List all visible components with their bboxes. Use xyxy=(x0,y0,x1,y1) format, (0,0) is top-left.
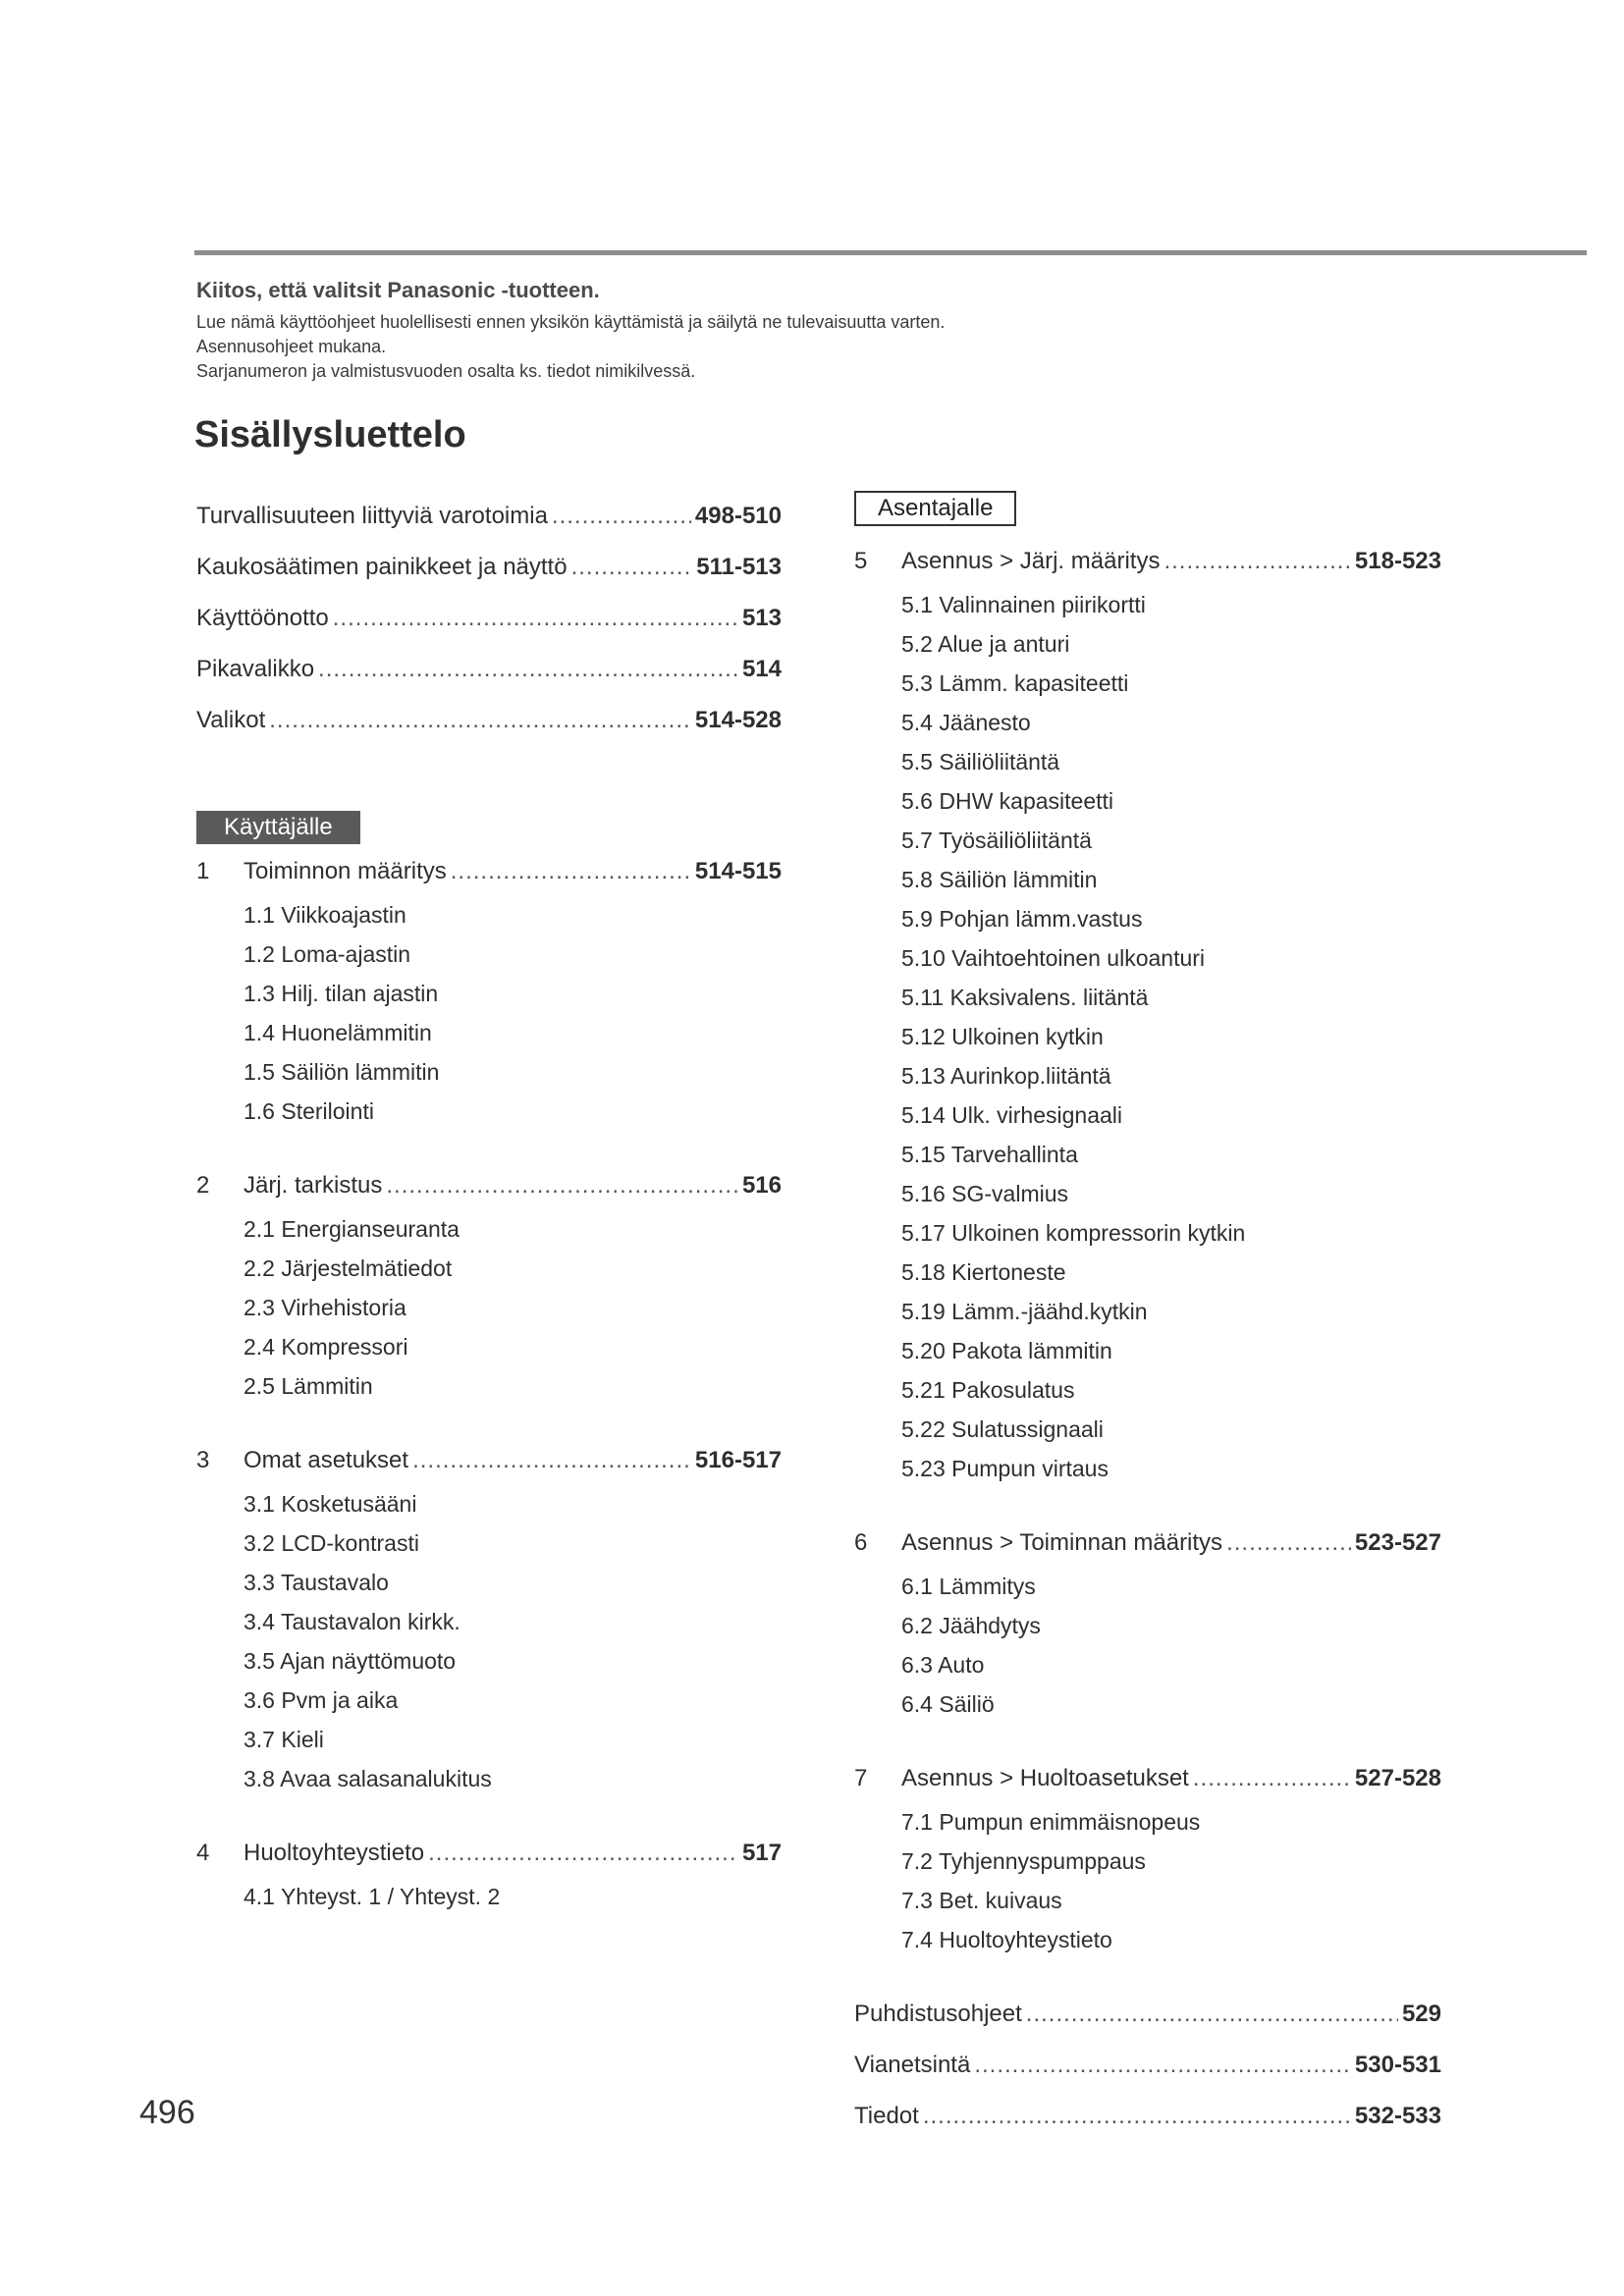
intro-line: Lue nämä käyttöohjeet huolellisesti ennen yksikön käyttämistä ja säilytä ne tulevaisuutta varten. xyxy=(196,312,946,332)
toc-sub-item[interactable]: 1.1 Viikkoajastin xyxy=(244,902,406,928)
toc-group-label: Asennus > Toiminnan määritys xyxy=(901,1529,1223,1556)
toc-group-heading[interactable] xyxy=(196,858,782,895)
toc-sub-item[interactable]: 5.2 Alue ja anturi xyxy=(901,631,1070,657)
toc-group-heading[interactable] xyxy=(196,1172,782,1209)
toc-group-label: Asennus > Huoltoasetukset xyxy=(901,1765,1189,1791)
toc-sub-item[interactable]: 1.4 Huonelämmitin xyxy=(244,1020,432,1045)
toc-sub-item[interactable]: 7.1 Pumpun enimmäisnopeus xyxy=(901,1809,1201,1835)
page-number: 496 xyxy=(139,2094,195,2131)
dot-leader xyxy=(1226,1529,1351,1557)
toc-group-page: 514-515 xyxy=(694,858,782,884)
installer-groups xyxy=(854,548,1441,1959)
toc-group-page: 527-528 xyxy=(1354,1765,1441,1791)
toc-group-number: 2 xyxy=(196,1172,210,1199)
toc-group-label: Järj. tarkistus xyxy=(244,1172,383,1199)
dot-leader xyxy=(412,1447,691,1474)
toc-sub-list xyxy=(196,1877,782,1916)
toc-sub-item[interactable]: 3.3 Taustavalo xyxy=(244,1570,389,1595)
toc-entry[interactable] xyxy=(196,656,782,707)
toc-group-number: 6 xyxy=(854,1529,868,1556)
dot-leader xyxy=(386,1172,738,1200)
toc-group xyxy=(854,1529,1441,1724)
toc-group xyxy=(854,548,1441,1488)
toc-entry-label: Puhdistusohjeet xyxy=(854,2001,1022,2027)
toc-entry-page: 514-528 xyxy=(694,707,782,733)
toc-sub-item[interactable]: 5.8 Säiliön lämmitin xyxy=(901,867,1098,892)
toc-entry-label: Pikavalikko xyxy=(196,656,315,682)
toc-sub-item[interactable]: 6.4 Säiliö xyxy=(901,1691,995,1717)
toc-right-column xyxy=(854,491,1441,2154)
toc-sub-item[interactable]: 1.3 Hilj. tilan ajastin xyxy=(244,981,439,1006)
dot-leader xyxy=(923,2103,1351,2130)
toc-sub-item[interactable]: 2.2 Järjestelmätiedot xyxy=(244,1255,453,1281)
toc-group-number: 7 xyxy=(854,1765,868,1791)
toc-sub-item[interactable]: 5.15 Tarvehallinta xyxy=(901,1142,1078,1167)
toc-entry[interactable] xyxy=(196,554,782,605)
toc-entry-page: 514 xyxy=(741,656,782,682)
toc-group-heading[interactable] xyxy=(854,1529,1441,1567)
toc-sub-item[interactable]: 3.8 Avaa salasanalukitus xyxy=(244,1766,492,1791)
toc-group-heading[interactable] xyxy=(854,1765,1441,1802)
toc-sub-item[interactable]: 5.9 Pohjan lämm.vastus xyxy=(901,906,1143,932)
toc-group-heading[interactable] xyxy=(196,1447,782,1484)
toc-sub-item[interactable]: 7.4 Huoltoyhteystieto xyxy=(901,1927,1112,1952)
intro-title: Kiitos, että valitsit Panasonic -tuotteen. xyxy=(196,278,600,302)
toc-sub-item[interactable]: 1.6 Sterilointi xyxy=(244,1098,374,1124)
toc-sub-list xyxy=(196,895,782,1131)
dot-leader xyxy=(974,2052,1351,2079)
dot-leader xyxy=(451,858,691,885)
toc-group-heading[interactable] xyxy=(854,548,1441,585)
intro-line: Sarjanumeron ja valmistusvuoden osalta ks. tiedot nimikilvessä. xyxy=(196,361,696,381)
toc-sub-item[interactable]: 5.16 SG-valmius xyxy=(901,1181,1069,1206)
toc-entry[interactable] xyxy=(854,2052,1441,2103)
toc-sub-item[interactable]: 3.2 LCD-kontrasti xyxy=(244,1530,419,1556)
toc-group-label: Omat asetukset xyxy=(244,1447,409,1473)
dot-leader xyxy=(1026,2001,1398,2028)
toc-sub-list xyxy=(196,1209,782,1406)
intro-block xyxy=(196,278,1375,384)
toc-sub-list xyxy=(854,1802,1441,1959)
toc-entry-label: Turvallisuuteen liittyviä varotoimia xyxy=(196,503,548,529)
toc-group-page: 523-527 xyxy=(1354,1529,1441,1556)
toc-group-page: 516 xyxy=(741,1172,782,1199)
toc-group-number: 1 xyxy=(196,858,210,884)
toc-sub-item[interactable]: 2.4 Kompressori xyxy=(244,1334,408,1360)
toc-sub-item[interactable]: 2.5 Lämmitin xyxy=(244,1373,373,1399)
header-rule xyxy=(194,250,1587,255)
toc-entry[interactable] xyxy=(196,503,782,554)
toc-entry-label: Valikot xyxy=(196,707,266,733)
toc-left-column xyxy=(196,503,782,1957)
dot-leader xyxy=(1193,1765,1351,1792)
dot-leader xyxy=(1164,548,1350,575)
toc-sub-item[interactable]: 6.1 Lämmitys xyxy=(901,1574,1036,1599)
intro-line: Asennusohjeet mukana. xyxy=(196,337,387,356)
toc-sub-item[interactable]: 5.11 Kaksivalens. liitäntä xyxy=(901,985,1149,1010)
toc-entry-page: 530-531 xyxy=(1354,2052,1441,2078)
toc-sub-item[interactable]: 5.4 Jäänesto xyxy=(901,710,1031,735)
toc-sub-item[interactable]: 4.1 Yhteyst. 1 / Yhteyst. 2 xyxy=(244,1884,501,1909)
toc-entry-page: 513 xyxy=(741,605,782,631)
toc-group-number: 3 xyxy=(196,1447,210,1473)
toc-sub-item[interactable]: 5.20 Pakota lämmitin xyxy=(901,1338,1112,1363)
toc-sub-item[interactable]: 2.1 Energianseuranta xyxy=(244,1216,460,1242)
toc-entry-page: 532-533 xyxy=(1354,2103,1441,2129)
toc-entry-page: 511-513 xyxy=(696,554,782,580)
toc-sub-item[interactable]: 3.7 Kieli xyxy=(244,1727,324,1752)
toc-heading: Sisällysluettelo xyxy=(194,414,466,455)
dot-leader xyxy=(552,503,691,530)
toc-group-heading[interactable] xyxy=(196,1840,782,1877)
section-label-user: Käyttäjälle xyxy=(196,811,360,844)
toc-sub-item[interactable]: 3.1 Kosketusääni xyxy=(244,1491,417,1517)
toc-group-page: 517 xyxy=(741,1840,782,1866)
toc-group-label: Huoltoyhteystieto xyxy=(244,1840,425,1866)
toc-group xyxy=(196,1447,782,1798)
toc-sub-item[interactable]: 3.6 Pvm ja aika xyxy=(244,1687,399,1713)
toc-sub-item[interactable]: 5.5 Säiliöliitäntä xyxy=(901,749,1060,774)
toc-entry[interactable] xyxy=(196,605,782,656)
dot-leader xyxy=(269,707,691,734)
toc-group xyxy=(196,1172,782,1406)
toc-group-page: 518-523 xyxy=(1354,548,1441,574)
toc-sub-item[interactable]: 1.2 Loma-ajastin xyxy=(244,941,411,967)
toc-sub-item[interactable]: 1.5 Säiliön lämmitin xyxy=(244,1059,440,1085)
toc-group-page: 516-517 xyxy=(694,1447,782,1473)
toc-sub-item[interactable]: 6.2 Jäähdytys xyxy=(901,1613,1041,1638)
toc-sub-item[interactable]: 5.19 Lämm.-jäähd.kytkin xyxy=(901,1299,1148,1324)
user-groups xyxy=(196,858,782,1916)
section-label-installer: Asentajalle xyxy=(854,491,1016,526)
toc-sub-item[interactable]: 5.7 Työsäiliöliitäntä xyxy=(901,828,1092,853)
toc-sub-item[interactable]: 6.3 Auto xyxy=(901,1652,985,1678)
toc-entry-label: Käyttöönotto xyxy=(196,605,329,631)
toc-entry-page: 529 xyxy=(1401,2001,1441,2027)
toc-group xyxy=(196,858,782,1131)
toc-sub-item[interactable]: 5.22 Sulatussignaali xyxy=(901,1416,1104,1442)
toc-sub-list xyxy=(854,585,1441,1488)
toc-sub-item[interactable]: 7.2 Tyhjennyspumppaus xyxy=(901,1848,1146,1874)
toc-sub-list xyxy=(854,1567,1441,1724)
toc-sub-item[interactable]: 5.23 Pumpun virtaus xyxy=(901,1456,1109,1481)
toc-sub-item[interactable]: 5.18 Kiertoneste xyxy=(901,1259,1066,1285)
toc-sub-item[interactable]: 5.12 Ulkoinen kytkin xyxy=(901,1024,1104,1049)
toc-sub-item[interactable]: 5.6 DHW kapasiteetti xyxy=(901,788,1114,814)
toc-sub-item[interactable]: 3.5 Ajan näyttömuoto xyxy=(244,1648,457,1674)
toc-sub-item[interactable]: 7.3 Bet. kuivaus xyxy=(901,1888,1062,1913)
toc-group xyxy=(854,1765,1441,1959)
toc-sub-item[interactable]: 5.10 Vaihtoehtoinen ulkoanturi xyxy=(901,945,1206,971)
toc-group-label: Asennus > Järj. määritys xyxy=(901,548,1161,574)
dot-leader xyxy=(333,605,738,632)
toc-entry-page: 498-510 xyxy=(694,503,782,529)
toc-group-number: 4 xyxy=(196,1840,210,1866)
toc-entry[interactable] xyxy=(854,2001,1441,2052)
toc-sub-item[interactable]: 5.17 Ulkoinen kompressorin kytkin xyxy=(901,1220,1246,1246)
toc-group-label: Toiminnon määritys xyxy=(244,858,447,884)
toc-entry-label: Tiedot xyxy=(854,2103,919,2129)
toc-entry[interactable] xyxy=(196,707,782,758)
toc-group xyxy=(196,1840,782,1916)
toc-entry[interactable] xyxy=(854,2103,1441,2154)
toc-entry-label: Kaukosäätimen painikkeet ja näyttö xyxy=(196,554,568,580)
toc-group-number: 5 xyxy=(854,548,868,574)
toc-sub-list xyxy=(196,1484,782,1798)
toc-sub-item[interactable]: 5.14 Ulk. virhesignaali xyxy=(901,1102,1123,1128)
toc-tail xyxy=(854,2001,1441,2154)
toc-sub-item[interactable]: 5.13 Aurinkop.liitäntä xyxy=(901,1063,1111,1089)
dot-leader xyxy=(428,1840,738,1867)
dot-leader xyxy=(318,656,738,683)
toc-sub-item[interactable]: 5.3 Lämm. kapasiteetti xyxy=(901,670,1129,696)
toc-entry-label: Vianetsintä xyxy=(854,2052,971,2078)
toc-sub-item[interactable]: 2.3 Virhehistoria xyxy=(244,1295,406,1320)
toc-sub-item[interactable]: 5.1 Valinnainen piirikortti xyxy=(901,592,1146,617)
toc-sub-item[interactable]: 5.21 Pakosulatus xyxy=(901,1377,1075,1403)
dot-leader xyxy=(571,554,693,581)
toc-sub-item[interactable]: 3.4 Taustavalon kirkk. xyxy=(244,1609,460,1634)
